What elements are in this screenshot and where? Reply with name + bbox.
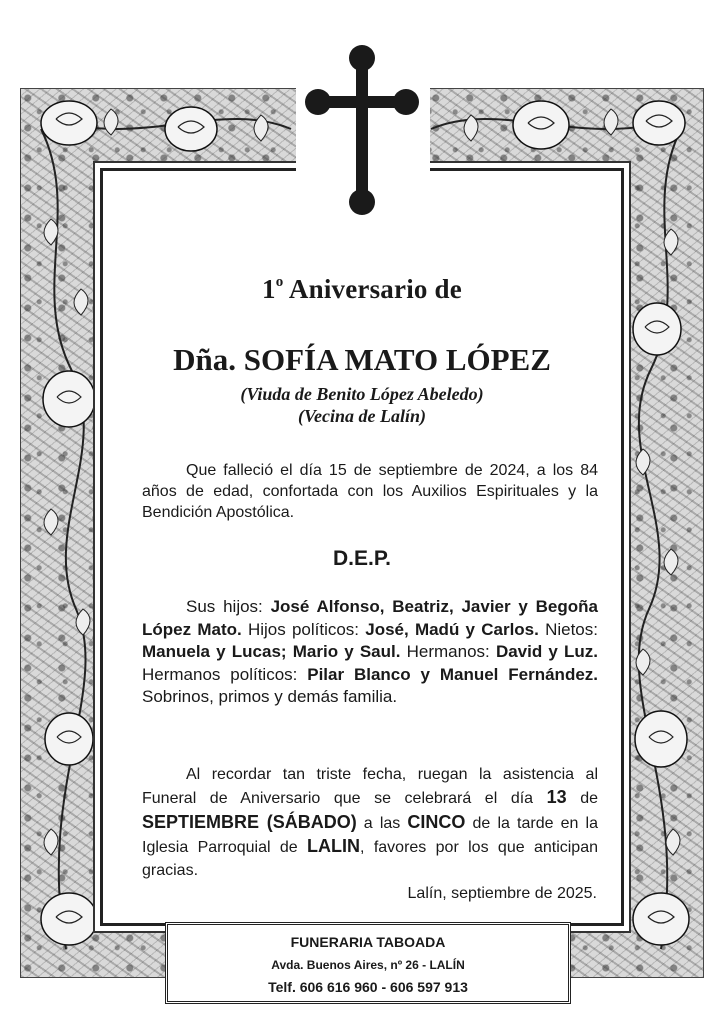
funeral-home-phones: Telf. 606 616 960 - 606 597 913 <box>268 979 468 995</box>
funeral-paragraph: Al recordar tan triste fecha, ruegan la asistencia al Funeral de Aniversario que se celebrará el día 13 de SEPTIEMBRE (SÁBADO) a las CINCO de la tarde en la Iglesia Parroquial de LALIN, favores por los que anticipan gracias. <box>142 766 599 879</box>
neighbor-note: (Vecina de Lalín) <box>298 406 426 426</box>
funeral-home-address: Avda. Buenos Aires, nº 26 - LALÍN <box>271 958 465 972</box>
funeral-home-box <box>165 922 571 1004</box>
dep-heading: D.E.P. <box>333 547 391 570</box>
death-paragraph: Que falleció el día 15 de septiembre de 2024, a los 84 años de edad, confortada con los Auxilios Espirituales y la Bendición Apostólica. <box>142 462 598 521</box>
deceased-name: Dña. SOFÍA MATO LÓPEZ <box>173 342 551 377</box>
cross-icon <box>304 44 420 216</box>
anniversary-title: 1$^o$ Aniversario de <box>262 274 462 304</box>
place-date: Lalín, septiembre de 2025. <box>407 885 597 902</box>
family-paragraph: Sus hijos: José Alfonso, Beatriz, Javier y Begoña López Mato. Hijos políticos: José, Madú y Carlos. Nietos: Manuela y Lucas; Mario y Saul. Hermanos: David y Luz. Hermanos políticos: Pilar Blanco y Manuel Fernández. Sobrinos, primos y demás familia. <box>142 597 599 707</box>
widow-note: (Viuda de Benito López Abeledo) <box>240 384 484 404</box>
funeral-home-name: FUNERARIA TABOADA <box>290 934 446 950</box>
